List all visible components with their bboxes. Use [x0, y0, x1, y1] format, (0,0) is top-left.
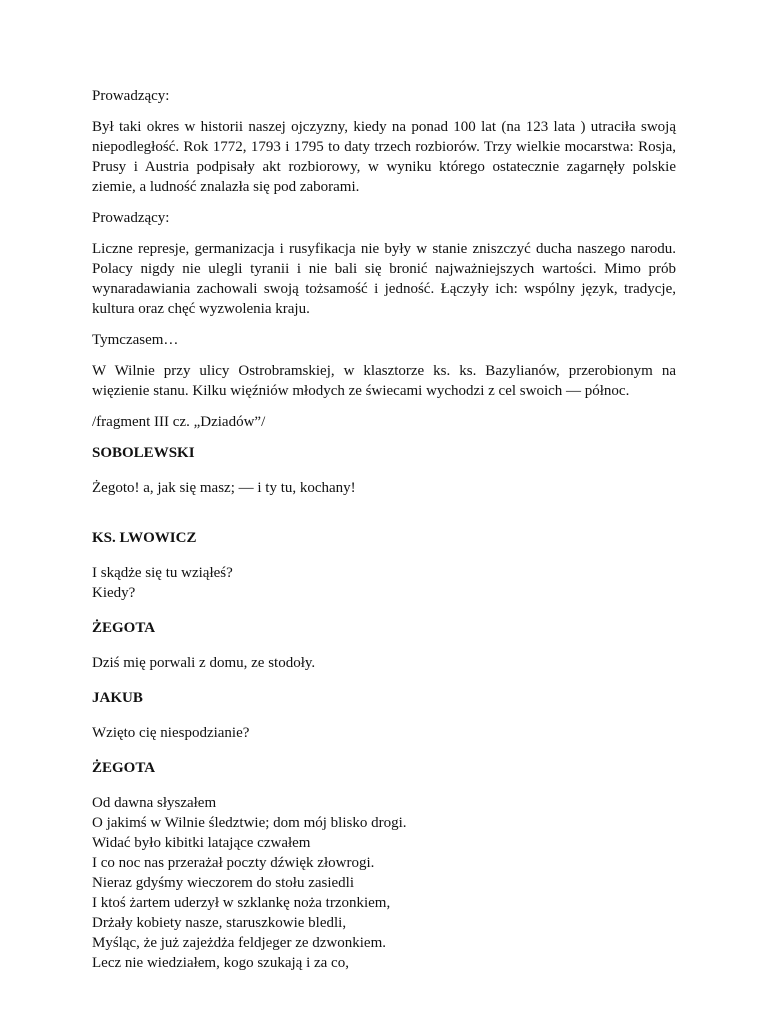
speaker-jakub: JAKUB: [92, 690, 143, 706]
speech-ks-lwowicz: [92, 563, 676, 603]
speaker-sobolewski: SOBOLEWSKI: [92, 445, 195, 461]
speech-sobolewski: [92, 478, 676, 498]
speech-zegota-2: [92, 793, 676, 973]
speaker-ks-lwowicz: KS. LWOWICZ: [92, 530, 197, 546]
verse-line: Nieraz gdyśmy wieczorem do stołu zasiedli: [92, 875, 355, 891]
verse-line: Widać było kibitki latające czwałem: [92, 835, 311, 851]
verse-line: Żegoto! a, jak się masz; — i ty tu, kochany!: [92, 480, 356, 496]
verse-line: I ktoś żartem uderzył w szklankę noża trzonkiem,: [92, 895, 391, 911]
intro-paragraph-1: Był taki okres w historii naszej ojczyzny, kiedy na ponad 100 lat (na 123 lata ) utraciła swoją niepodległość. Rok 1772, 1793 i 1795 to daty trzech rozbiorów. Trzy wielkie mocarstwa: Rosja, Prusy i Austria podpisały akt rozbiorowy, w wyniku którego ostatecznie zagarnęły polskie ziemie, a ludność znalazła się pod zaborami.: [92, 119, 676, 195]
intro-paragraph-2: Liczne represje, germanizacja i rusyfikacja nie były w stanie zniszczyć ducha naszego narodu. Polacy nigdy nie ulegli tyranii i nie bali się bronić najważniejszych wartości. Mimo prób wynaradawiania zachowali swoją tożsamość i jedność. Łączyły ich: wspólny język, tradycje, kultura oraz chęć wyzwolenia kraju.: [92, 241, 676, 317]
verse-line: Drżały kobiety nasze, staruszkowie bledli,: [92, 915, 347, 931]
narrator-label-2: Prowadzący:: [92, 210, 170, 226]
verse-line: I co noc nas przerażał poczty dźwięk złowrogi.: [92, 855, 375, 871]
verse-line: O jakimś w Wilnie śledztwie; dom mój blisko drogi.: [92, 815, 407, 831]
speech-zegota-1: [92, 653, 676, 673]
stage-direction: W Wilnie przy ulicy Ostrobramskiej, w klasztorze ks. ks. Bazylianów, przerobionym na więzienie stanu. Kilku więźniów młodych ze świecami wychodzi z cel swoich — północ.: [92, 363, 676, 399]
meanwhile-label: Tymczasem…: [92, 332, 179, 348]
verse-line: Lecz nie wiedziałem, kogo szukają i za co,: [92, 955, 349, 971]
verse-line: Myśląc, że już zajeżdża feldjeger ze dzwonkiem.: [92, 935, 387, 951]
narrator-label-1: Prowadzący:: [92, 88, 170, 104]
speaker-zegota: ŻEGOTA: [92, 620, 156, 636]
fragment-note: /fragment III cz. „Dziadów”/: [92, 414, 266, 430]
verse-line: Od dawna słyszałem: [92, 795, 217, 811]
verse-line: Wzięto cię niespodzianie?: [92, 725, 250, 741]
speech-jakub: [92, 723, 676, 743]
verse-line: Dziś mię porwali z domu, ze stodoły.: [92, 655, 316, 671]
speaker-zegota: ŻEGOTA: [92, 760, 156, 776]
verse-line: I skądże się tu wziąłeś?: [92, 565, 233, 581]
verse-line: Kiedy?: [92, 585, 136, 601]
document-page: [92, 86, 676, 973]
